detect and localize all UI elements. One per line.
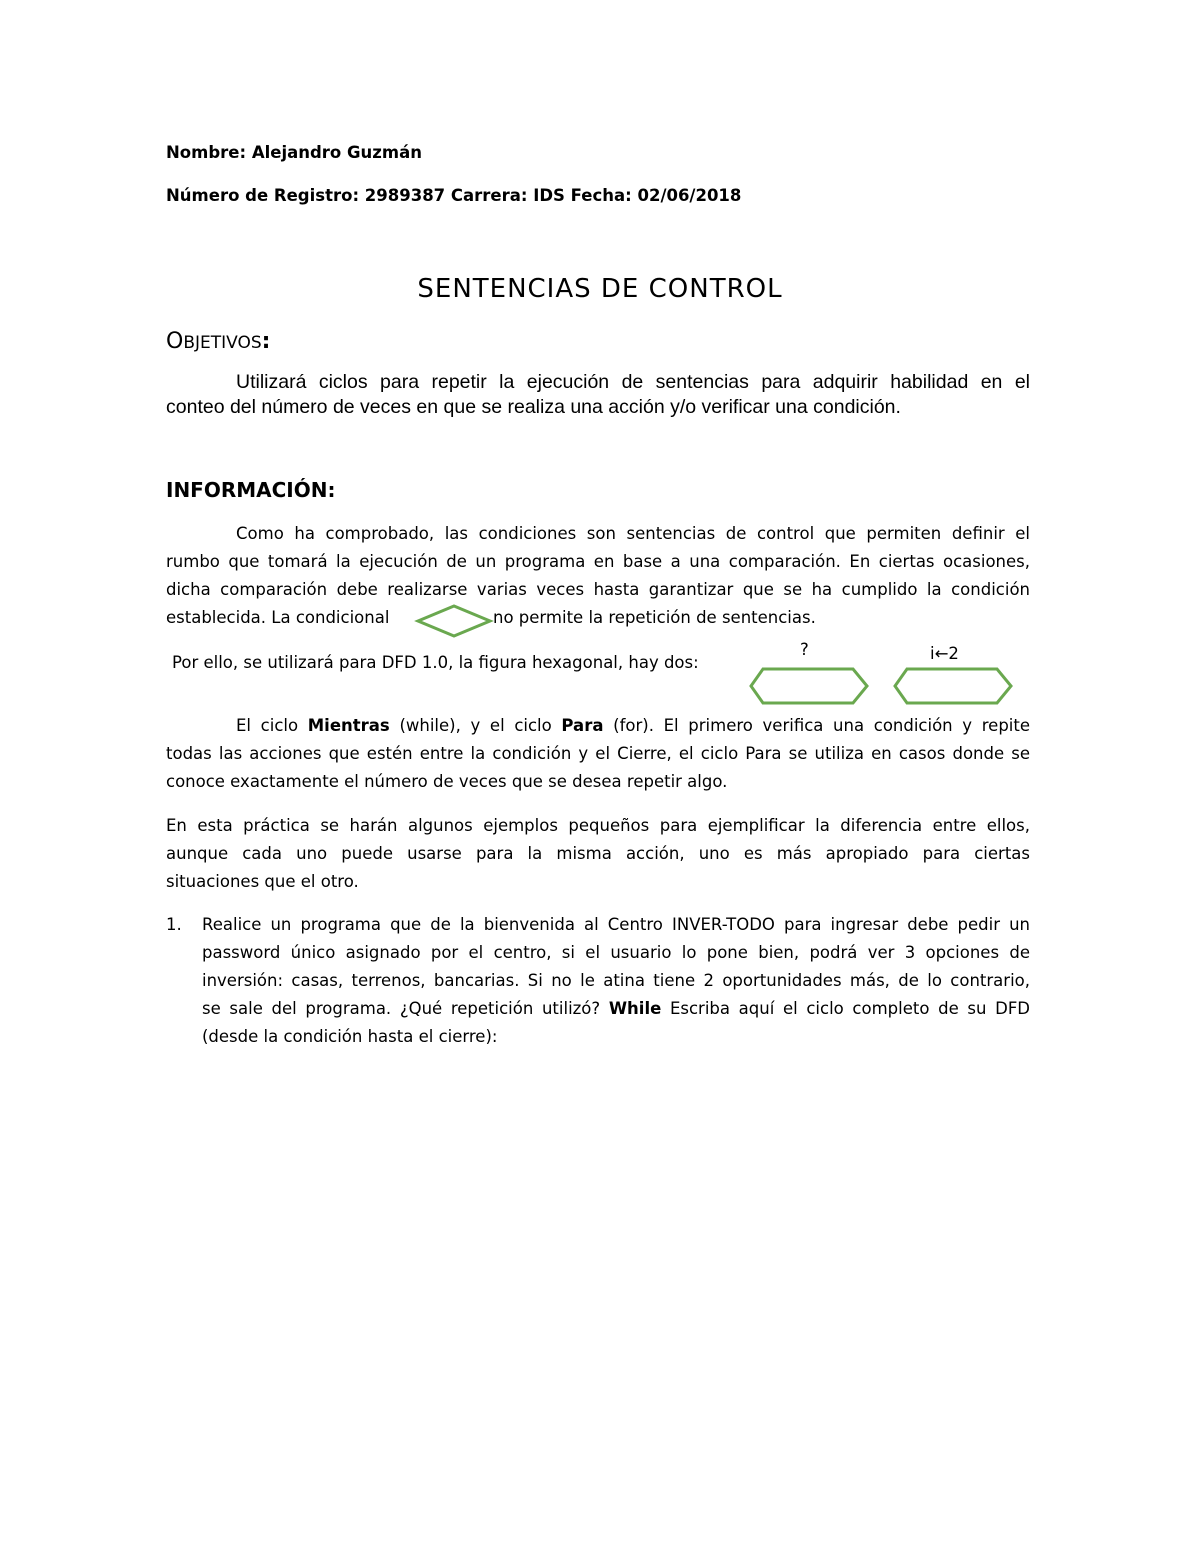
list-item-1-line-4 [202, 999, 1030, 1018]
informacion-p1-line-3: dicha comparación debe realizarse varias veces hasta garantizar que se ha cumplido la condición [166, 580, 1030, 599]
hexagon-for-shape [893, 667, 1013, 705]
informacion-p1-line-4a: establecida. La condicional [166, 608, 390, 627]
informacion-p4-line-1: En esta práctica se harán algunos ejemplos pequeños para ejemplificar la diferencia entre ellos, [166, 816, 1030, 835]
nombre-value: Alejandro Guzmán [251, 143, 422, 162]
diamond-condition-shape [416, 604, 492, 638]
objetivos-heading-first: O [166, 329, 184, 354]
list-item-1-answer: While [608, 999, 662, 1018]
objetivos-line-2: conteo del número de veces en que se realiza una acción y/o verificar una condición. [166, 396, 901, 418]
objetivos-heading [166, 329, 270, 354]
informacion-p1-line-2: rumbo que tomará la ejecución de un programa en base a una comparación. En ciertas ocasiones, [166, 552, 1030, 571]
informacion-p4-line-3: situaciones que el otro. [166, 872, 359, 891]
informacion-p3-line-2: todas las acciones que estén entre la condición y el Cierre, el ciclo Para se utiliza en casos donde se [166, 744, 1030, 763]
nombre-label: Nombre: [166, 143, 247, 162]
informacion-heading: INFORMACIÓN: [166, 478, 336, 502]
objetivos-heading-colon: : [261, 329, 271, 354]
p3-text-a: El ciclo [236, 716, 299, 735]
list-item-1-line-5: (desde la condición hasta el cierre): [202, 1027, 498, 1046]
informacion-p2: Por ello, se utilizará para DFD 1.0, la figura hexagonal, hay dos: [172, 653, 699, 672]
list-item-1-question: se sale del programa. ¿Qué repetición utilizó? [202, 999, 601, 1018]
objetivos-heading-rest: BJETIVOS [183, 333, 262, 353]
p3-para: Para [561, 716, 604, 735]
list-item-1-line-1: Realice un programa que de la bienvenida al Centro INVER-TODO para ingresar debe pedir un [202, 915, 1030, 934]
hexagon-while-label: ? [800, 640, 809, 659]
list-item-1-line-3: inversión: casas, terrenos, bancarias. Si no le atina tiene 2 oportunidades más, de lo contrario, [202, 971, 1030, 990]
hexagon-for-label: i←2 [930, 644, 959, 663]
p3-mientras: Mientras [307, 716, 390, 735]
page-title: SENTENCIAS DE CONTROL [417, 274, 783, 304]
informacion-p1-line-4b: no permite la repetición de sentencias. [493, 608, 816, 627]
list-item-1-number: 1. [166, 915, 182, 934]
objetivos-line-1: Utilizará ciclos para repetir la ejecución de sentencias para adquirir habilidad en el [236, 371, 1030, 393]
hexagon-while-shape [749, 667, 869, 705]
informacion-p3-line-3: conoce exactamente el número de veces que se desea repetir algo. [166, 772, 728, 791]
list-item-1-instruction: Escriba aquí el ciclo completo de su DFD [669, 999, 1031, 1018]
student-name-line [166, 143, 422, 162]
informacion-p4-line-2: aunque cada uno puede usarse para la misma acción, uno es más apropiado para ciertas [166, 844, 1030, 863]
informacion-p1-line-1: Como ha comprobado, las condiciones son sentencias de control que permiten definir el [236, 524, 1030, 543]
p3-text-c: (while), y el ciclo [399, 716, 552, 735]
p3-text-e: (for). El primero verifica una condición y repite [613, 716, 1030, 735]
informacion-p3-line-1 [236, 716, 1030, 735]
list-item-1-line-2: password único asignado por el centro, si el usuario lo pone bien, podrá ver 3 opciones de [202, 943, 1030, 962]
registro-line: Número de Registro: 2989387 Carrera: IDS Fecha: 02/06/2018 [166, 186, 742, 205]
